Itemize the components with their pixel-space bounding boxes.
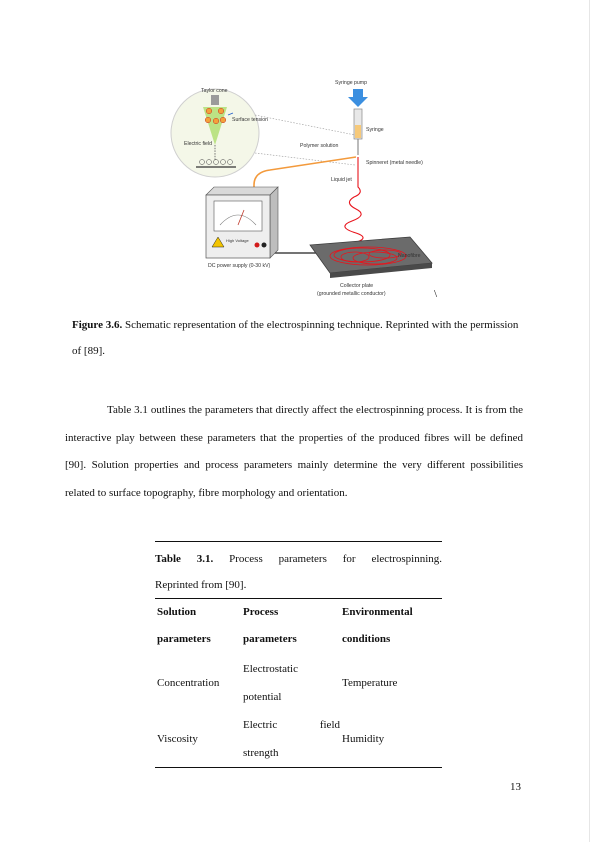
table-caption-title: Process parameters for electrospinning. [229, 553, 443, 565]
table-cell: Humidity [342, 733, 385, 745]
table-cell: Temperature [342, 677, 398, 689]
liquid-jet-label: Liquid jet [331, 177, 352, 183]
table-header-row [155, 599, 442, 656]
body-paragraph: Table 3.1 outlines the parameters that directly affect the electrospinning process. It is from the interactive play between these parameters that the properties of the produced fibres will be defined [90]. Solution properties and process parameters mainly determine the very different possibilities related to surface topography, fibre morphology and orientation. [65, 404, 523, 499]
electrospinning-diagram [170, 75, 450, 305]
page-number: 13 [510, 781, 521, 793]
figure-caption-text: Schematic representation of the electrospinning technique. Reprinted with the permission of [89]. [72, 319, 519, 357]
header-environmental-conditions: Environmental conditions [342, 606, 413, 645]
syringe-pump-label: Syringe pump [335, 80, 368, 86]
table-cell: Electric field strength [243, 719, 340, 759]
dc-power-supply-label: DC power supply (0-30 kV) [208, 263, 271, 269]
electric-field-label: Electric field [184, 141, 212, 147]
parameters-table-block [155, 541, 442, 768]
high-voltage-label: High Voltage [226, 238, 249, 243]
syringe-pump-arrow [348, 89, 368, 107]
nanofibre-label: Nanofibre [398, 253, 421, 259]
collector-plate-label: Collector plate [340, 283, 374, 289]
syringe-label: Syringe [366, 127, 384, 133]
figure-caption [72, 312, 524, 364]
table-caption-label: Table 3.1. [155, 553, 214, 565]
table-row [155, 711, 442, 768]
voltmeter-dial [214, 201, 262, 231]
table-row [155, 655, 442, 711]
collector-note-label: (grounded metallic conductor) [317, 291, 386, 297]
header-process-parameters: Process parameters [243, 606, 297, 645]
page-edge [589, 0, 590, 842]
header-solution-parameters: Solution parameters [157, 606, 211, 645]
table-cell: Concentration [157, 677, 220, 689]
table-caption-line2: Reprinted from [90]. [155, 579, 247, 591]
table-caption-line1 [155, 546, 442, 572]
stray-mark: \ [434, 288, 438, 300]
table-cell: Viscosity [157, 733, 198, 745]
parameters-table [155, 598, 442, 768]
table-caption [155, 541, 442, 598]
figure-caption-label: Figure 3.6. [72, 319, 123, 331]
taylor-cone-label: Taylor cone [201, 88, 228, 94]
surface-tension-label: Surface tension [232, 117, 269, 123]
polymer-solution-label: Polymer solution [300, 143, 339, 149]
electrospinning-figure [170, 75, 450, 305]
table-cell: Electrostatic potential [243, 663, 298, 703]
spinneret-label: Spinneret (metal needle) [366, 160, 423, 166]
